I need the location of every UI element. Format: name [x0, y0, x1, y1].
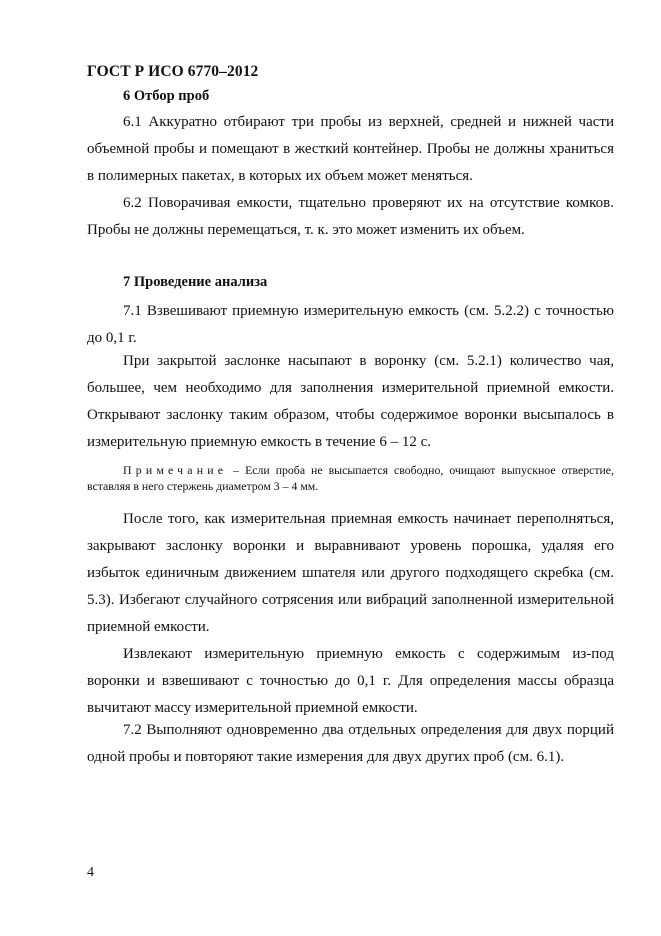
paragraph-weighing: Извлекают измерительную приемную емкость с содержимым из-под воронки и взвешивают с точностью до 0,1 г. Для определения массы образца вычитают массу измерительной приемной емкости.	[87, 646, 614, 716]
paragraph-6-2: 6.2 Поворачивая емкости, тщательно проверяют их на отсутствие комков. Пробы не должны перемещаться, т. к. это может изменить их объем.	[87, 195, 614, 238]
paragraph-7-2: 7.2 Выполняют одновременно два отдельных определения для двух порций одной пробы и повторяют такие измерения для двух других проб (см. 6.1).	[87, 722, 614, 765]
page-number: 4	[87, 865, 94, 880]
note	[87, 462, 614, 494]
document-header: ГОСТ Р ИСО 6770–2012	[87, 63, 259, 80]
paragraph-overflow: После того, как измерительная приемная емкость начинает переполняться, закрывают заслонку воронки и выравнивают уровень порошка, удаляя его избыток единичным движением шпателя или другого подходящего скребка (см. 5.3). Избегают случайного сотрясения или вибраций заполненной измерительной приемной емкости.	[87, 511, 614, 635]
note-label: Примечание	[123, 463, 228, 477]
paragraph-6-1: 6.1 Аккуратно отбирают три пробы из верхней, средней и нижней части объемной пробы и помещают в жесткий контейнер. Пробы не должны храниться в полимерных пакетах, в которых их объем может меняться.	[87, 114, 614, 184]
section-6-heading: 6 Отбор проб	[123, 88, 210, 104]
paragraph-7-1-funnel: При закрытой заслонке насыпают в воронку (см. 5.2.1) количество чая, большее, чем необходимо для заполнения измерительной приемной емкости. Открывают заслонку таким образом, чтобы содержимое воронки высыпалось в измерительную приемную емкость в течение 6 – 12 с.	[87, 353, 614, 450]
section-7-heading: 7 Проведение анализа	[123, 274, 268, 290]
note-text: – Если проба не высыпается свободно, очищают выпускное отверстие, вставляя в него стержень диаметром 3 – 4 мм.	[87, 463, 614, 493]
paragraph-7-1: 7.1 Взвешивают приемную измерительную емкость (см. 5.2.2) с точностью до 0,1 г.	[87, 303, 614, 346]
